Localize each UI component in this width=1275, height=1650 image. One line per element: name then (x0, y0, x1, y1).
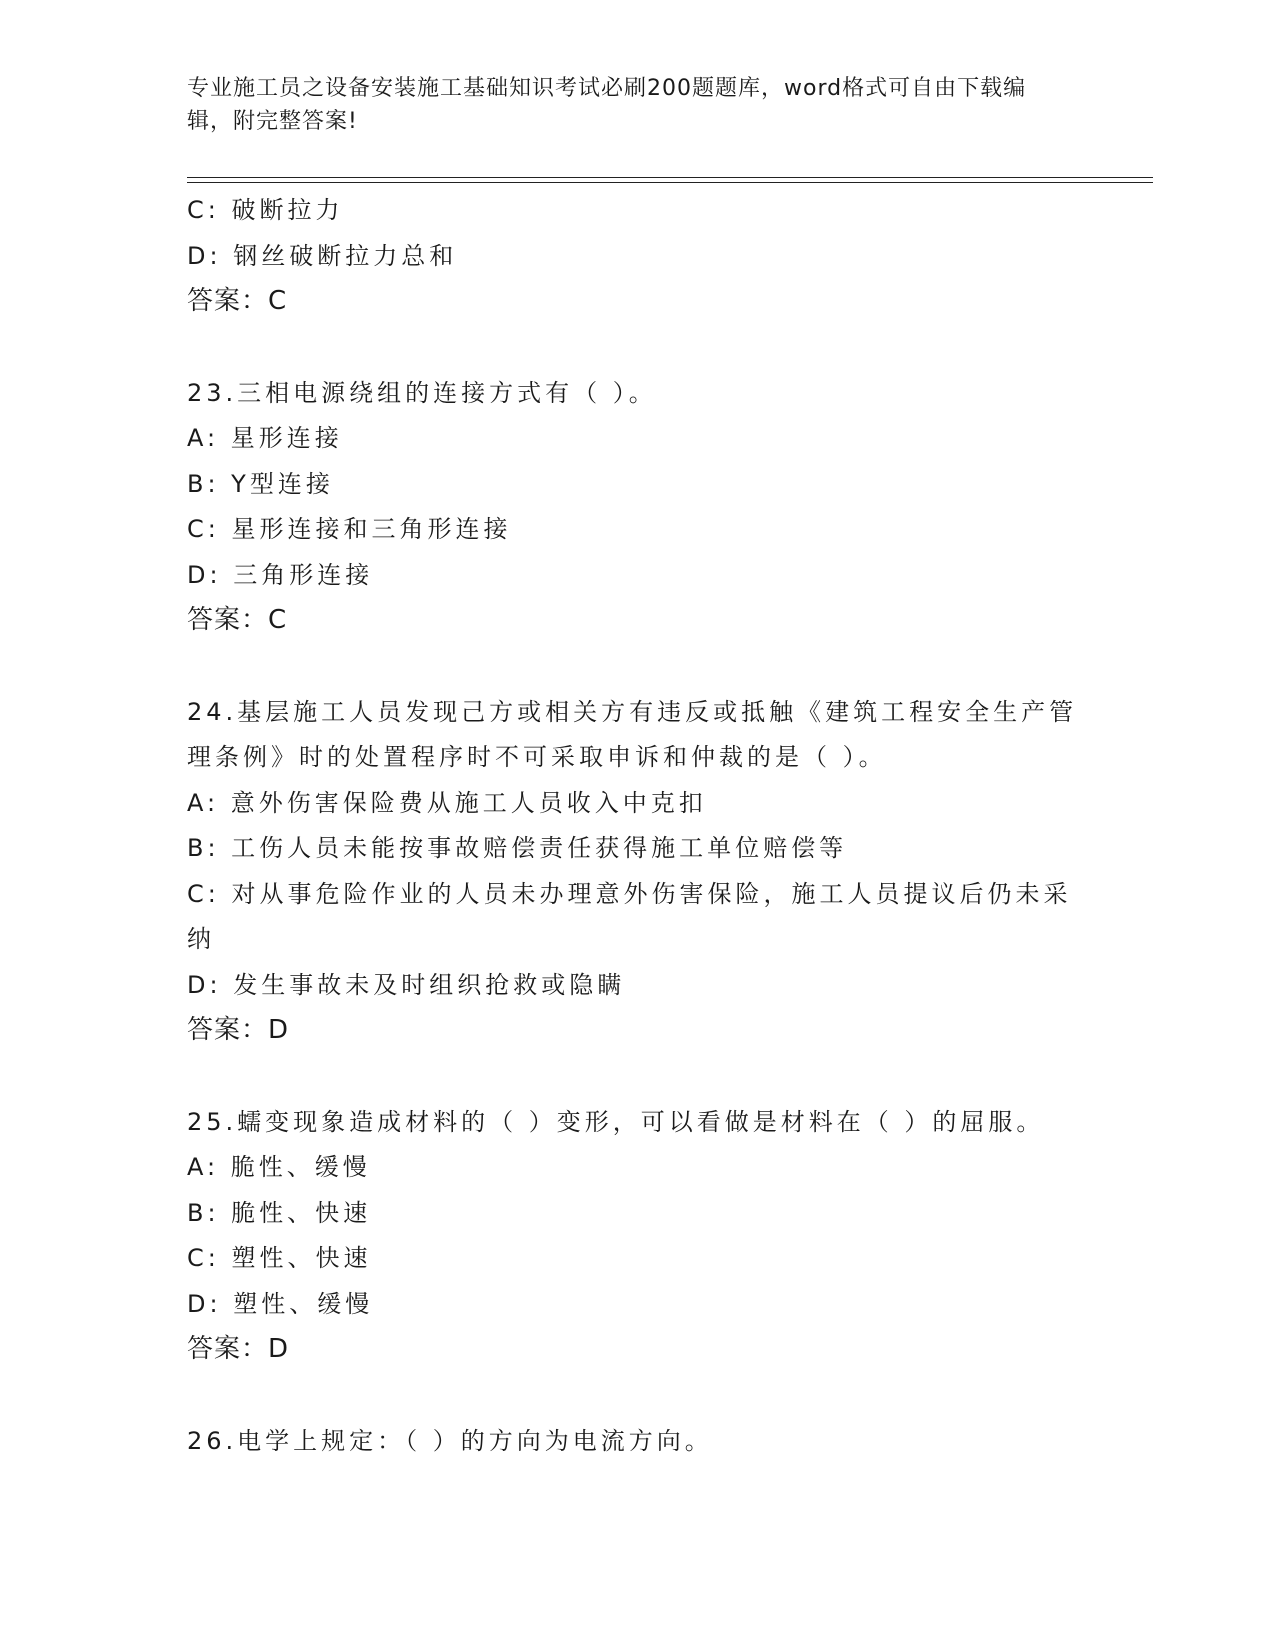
question-stem: 25.蠕变现象造成材料的（ ）变形，可以看做是材料在（ ）的屈服。 (187, 1107, 1045, 1136)
option-a: A: 意外伤害保险费从施工人员收入中克扣 (187, 788, 707, 817)
option-d: D: 三角形连接 (187, 560, 374, 589)
option-c: C: 破断拉力 (187, 196, 344, 224)
question-22-continued (187, 188, 1087, 325)
question-24 (187, 690, 1087, 1054)
option-c: C: 塑性、快速 (187, 1244, 372, 1272)
spacer (187, 1373, 1087, 1419)
option-b: B: 脆性、快速 (187, 1198, 372, 1227)
answer: 答案：D (187, 1334, 290, 1364)
spacer (187, 325, 1087, 371)
question-stem: 24.基层施工人员发现己方或相关方有违反或抵触《建筑工程安全生产管理条例》时的处置程序时不可采取申诉和仲裁的是（ ）。 (187, 697, 1078, 771)
answer: 答案：D (187, 1015, 290, 1045)
answer: 答案：C (187, 286, 288, 316)
document-body (187, 188, 1087, 1464)
spacer (187, 1054, 1087, 1100)
option-d: D: 发生事故未及时组织抢救或隐瞒 (187, 970, 626, 999)
question-stem: 23.三相电源绕组的连接方式有（ ）。 (187, 378, 657, 407)
option-d: D: 钢丝破断拉力总和 (187, 241, 458, 270)
answer: 答案：C (187, 605, 288, 635)
question-25 (187, 1100, 1087, 1373)
option-a: A: 脆性、缓慢 (187, 1153, 371, 1181)
question-26 (187, 1419, 1087, 1465)
option-b: B: Y型连接 (187, 469, 334, 498)
document-header (187, 72, 1067, 138)
question-23 (187, 371, 1087, 644)
option-c: C: 对从事危险作业的人员未办理意外伤害保险，施工人员提议后仍未采纳 (187, 879, 1072, 953)
header-divider-bottom (187, 182, 1153, 183)
header-title: 专业施工员之设备安装施工基础知识考试必刷200题题库，word格式可自由下载编辑，附完整答案! (187, 76, 1027, 134)
option-d: D: 塑性、缓慢 (187, 1289, 374, 1318)
option-b: B: 工伤人员未能按事故赔偿责任获得施工单位赔偿等 (187, 834, 848, 862)
option-a: A: 星形连接 (187, 424, 343, 452)
header-divider-top (187, 177, 1153, 178)
spacer (187, 644, 1087, 690)
question-stem: 26.电学上规定：（ ）的方向为电流方向。 (187, 1426, 713, 1455)
option-c: C: 星形连接和三角形连接 (187, 515, 512, 543)
